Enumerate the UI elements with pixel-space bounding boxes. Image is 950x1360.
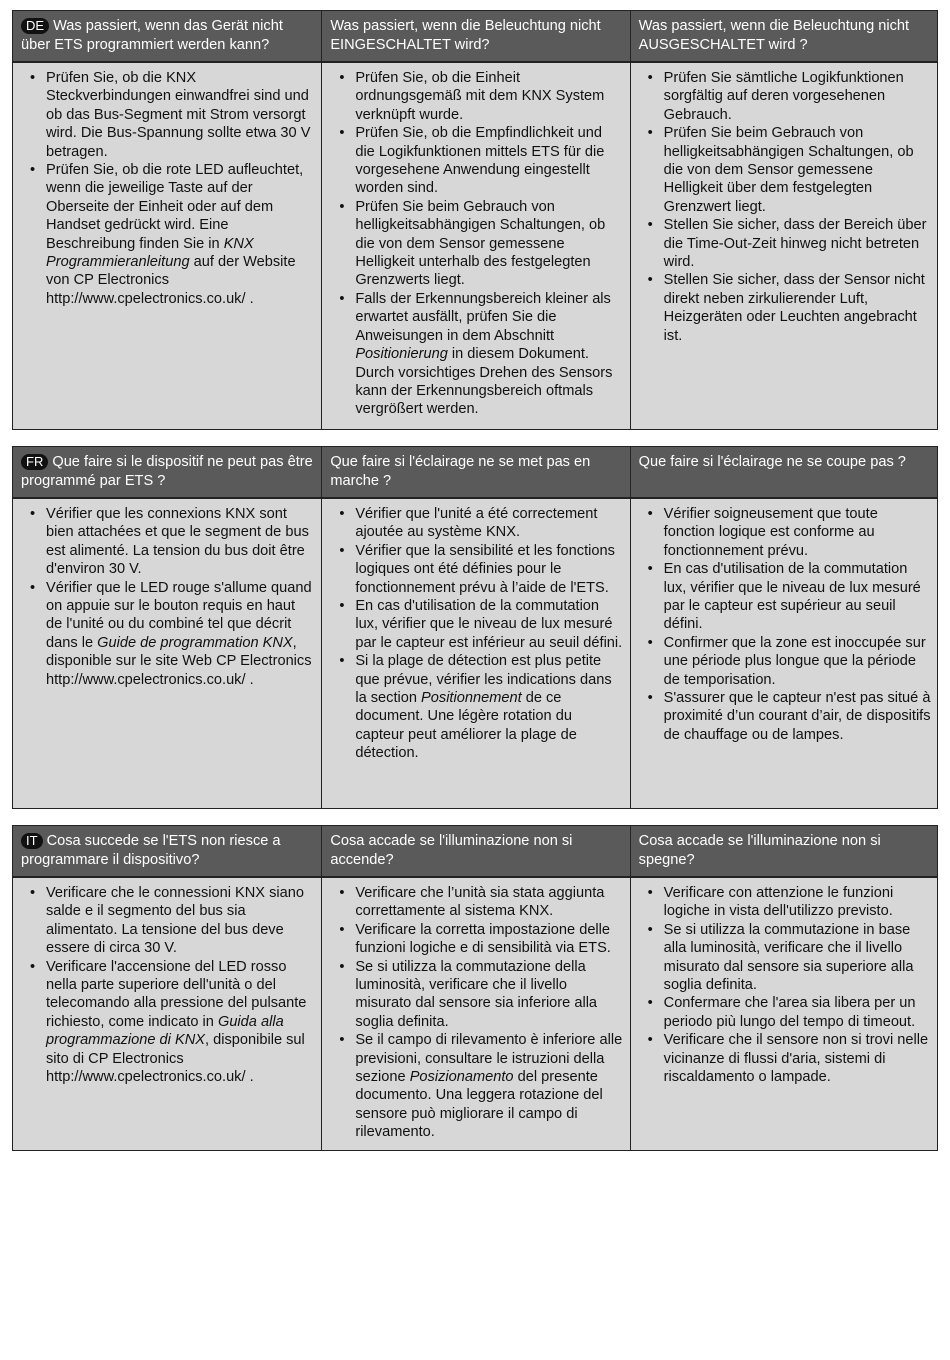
header-text: Que faire si le dispositif ne peut pas être programmé par ETS ? [21, 454, 313, 489]
section-header [13, 447, 937, 499]
header-cell [321, 447, 629, 497]
header-text: Que faire si l'éclairage ne se met pas en marche ? [330, 454, 591, 489]
list-item: • Falls der Erkennungsbereich kleiner als erwartet ausfällt, prüfen Sie die Anweisungen in dem Abschnitt Positionierung in diesem Dokument. Durch vorsichtiges Drehen des Sensors kann der Erkennungsbereich oftmals vergrößert werden. [355, 290, 623, 419]
header-cell [13, 826, 321, 876]
header-text: Was passiert, wenn die Beleuchtung nicht AUSGESCHALTET wird ? [638, 18, 910, 53]
list-item: • Prüfen Sie sämtliche Logikfunktionen sorgfältig auf deren vorgesehenen Gebrauch. [664, 69, 931, 124]
list-item: • Verificare l'accensione del LED rosso nella parte superiore dell'unità o del telecomando alla pressione del pulsante richiesto, come indicato in Guida alla programmazione di KNX, disponibile sul sito di CP Electronics http://www.cpelectronics.co.uk/ . [46, 958, 315, 1087]
list-item: • Vérifier que les connexions KNX sont bien attachées et que le segment de bus est alimenté. La tension du bus doit être d'environ 30 V. [46, 505, 315, 579]
header-cell [321, 826, 629, 876]
header-cell [630, 826, 937, 876]
header-cell [630, 11, 937, 61]
list-item: • Verificare la corretta impostazione delle funzioni logiche e di sensibilità via ETS. [355, 921, 623, 958]
list-item: • Confirmer que la zone est inoccupée sur une période plus longue que la période de temporisation. [664, 634, 931, 689]
section-body [13, 499, 937, 808]
body-cell [321, 878, 629, 1150]
header-text: Que faire si l'éclairage ne se coupe pas ? [638, 454, 906, 470]
header-text: Cosa succede se l'ETS non riesce a programmare il dispositivo? [21, 833, 281, 868]
section-de [12, 10, 938, 430]
list-item: • Vérifier que la sensibilité et les fonctions logiques ont été définies pour le fonctionnement prévu à l’aide de l'ETS. [355, 542, 623, 597]
list-item: • S'assurer que le capteur n'est pas situé à proximité d’un courant d’air, de dispositifs de chauffage ou de lampes. [664, 689, 931, 744]
bullet-list [639, 505, 931, 744]
section-fr [12, 446, 938, 809]
list-item: • Prüfen Sie beim Gebrauch von helligkeitsabhängigen Schaltungen, ob die von dem Sensor gemessene Helligkeit unterhalb des festgelegten Grenzwerts liegt. [355, 198, 623, 290]
list-item: • Verificare che il sensore non si trovi nelle vicinanze di flussi d'aria, sistemi di riscaldamento o lampade. [664, 1031, 931, 1086]
list-item: • Stellen Sie sicher, dass der Bereich über die Time-Out-Zeit hinweg nicht betreten wird. [664, 216, 931, 271]
body-cell [630, 499, 937, 808]
section-header [13, 826, 937, 878]
list-item: • Verificare con attenzione le funzioni logiche in vista dell'utilizzo previsto. [664, 884, 931, 921]
header-text: Was passiert, wenn das Gerät nicht über ETS programmiert werden kann? [21, 18, 283, 53]
body-cell [13, 878, 321, 1150]
list-item: • Vérifier soigneusement que toute fonction logique est conforme au fonctionnement prévu. [664, 505, 931, 560]
list-item: • En cas d'utilisation de la commutation lux, vérifier que le niveau de lux mesuré par le capteur est inférieur au seuil défini. [355, 597, 623, 652]
list-item: • Prüfen Sie, ob die rote LED aufleuchtet, wenn die jeweilige Taste auf der Oberseite der Einheit oder auf dem Handset gedrückt wird. Eine Beschreibung finden Sie in KNX Programmieranleitung auf der Website von CP Electronics http://www.cpelectronics.co.uk/ . [46, 161, 315, 308]
list-item: • Prüfen Sie beim Gebrauch von helligkeitsabhängigen Schaltungen, ob die von dem Sensor gemessene Helligkeit über dem festgelegten Grenzwert liegt. [664, 124, 931, 216]
body-cell [630, 63, 937, 429]
language-badge: DE [21, 18, 49, 34]
bullet-list [21, 505, 315, 689]
list-item: • Prüfen Sie, ob die KNX Steckverbindungen einwandfrei sind und ob das Bus-Segment mit Strom versorgt wird. Die Bus-Spannung sollte etwa 30 V betragen. [46, 69, 315, 161]
section-body [13, 878, 937, 1150]
list-item: • Vérifier que le LED rouge s'allume quand on appuie sur le bouton requis en haut de l'unité ou du combiné tel que décrit dans le Guide de programmation KNX, disponible sur le site Web CP Electronics http://www.cpelectronics.co.uk/ . [46, 579, 315, 689]
list-item: • En cas d'utilisation de la commutation lux, vérifier que le niveau de lux mesuré par le capteur est supérieur au seuil défini. [664, 560, 931, 634]
header-cell [13, 11, 321, 61]
bullet-list [639, 69, 931, 345]
section-header [13, 11, 937, 63]
bullet-list [21, 884, 315, 1086]
list-item: • Verificare che l’unità sia stata aggiunta correttamente al sistema KNX. [355, 884, 623, 921]
list-item: • Se si utilizza la commutazione in base alla luminosità, verificare che il livello misurato dal sensore sia superiore alla soglia definita. [664, 921, 931, 995]
body-cell [321, 499, 629, 808]
body-cell [13, 63, 321, 429]
header-cell [630, 447, 937, 497]
bullet-list [330, 505, 623, 763]
list-item: • Stellen Sie sicher, dass der Sensor nicht direkt neben zirkulierender Luft, Heizgeräten oder Leuchten angebracht ist. [664, 271, 931, 345]
bullet-list [639, 884, 931, 1086]
body-cell [630, 878, 937, 1150]
header-cell [321, 11, 629, 61]
header-text: Cosa accade se l'illuminazione non si accende? [330, 833, 573, 868]
list-item: • Confermare che l'area sia libera per un periodo più lungo del tempo di timeout. [664, 994, 931, 1031]
bullet-list [330, 69, 623, 419]
header-text: Was passiert, wenn die Beleuchtung nicht EINGESCHALTET wird? [330, 18, 601, 53]
bullet-list [330, 884, 623, 1142]
list-item: • Si la plage de détection est plus petite que prévue, vérifier les indications dans la section Positionnement de ce document. Une légère rotation du capteur peut améliorer la plage de détection. [355, 652, 623, 762]
header-cell [13, 447, 321, 497]
body-cell [13, 499, 321, 808]
language-badge: FR [21, 454, 48, 470]
list-item: • Se il campo di rilevamento è inferiore alle previsioni, consultare le istruzioni della sezione Posizionamento del presente documento. Una leggera rotazione del sensore può migliorare il campo di rilevamento. [355, 1031, 623, 1141]
list-item: • Vérifier que l'unité a été correctement ajoutée au système KNX. [355, 505, 623, 542]
list-item: • Verificare che le connessioni KNX siano salde e il segmento del bus sia alimentato. La tensione del bus deve essere di circa 30 V. [46, 884, 315, 958]
section-body [13, 63, 937, 429]
header-text: Cosa accade se l'illuminazione non si spegne? [638, 833, 881, 868]
section-it [12, 825, 938, 1151]
language-badge: IT [21, 833, 43, 849]
list-item: • Se si utilizza la commutazione della luminosità, verificare che il livello misurato dal sensore sia inferiore alla soglia definita. [355, 958, 623, 1032]
list-item: • Prüfen Sie, ob die Einheit ordnungsgemäß mit dem KNX System verknüpft wurde. [355, 69, 623, 124]
list-item: • Prüfen Sie, ob die Empfindlichkeit und die Logikfunktionen mittels ETS für die vorgesehene Anwendung eingestellt worden sind. [355, 124, 623, 198]
body-cell [321, 63, 629, 429]
bullet-list [21, 69, 315, 308]
